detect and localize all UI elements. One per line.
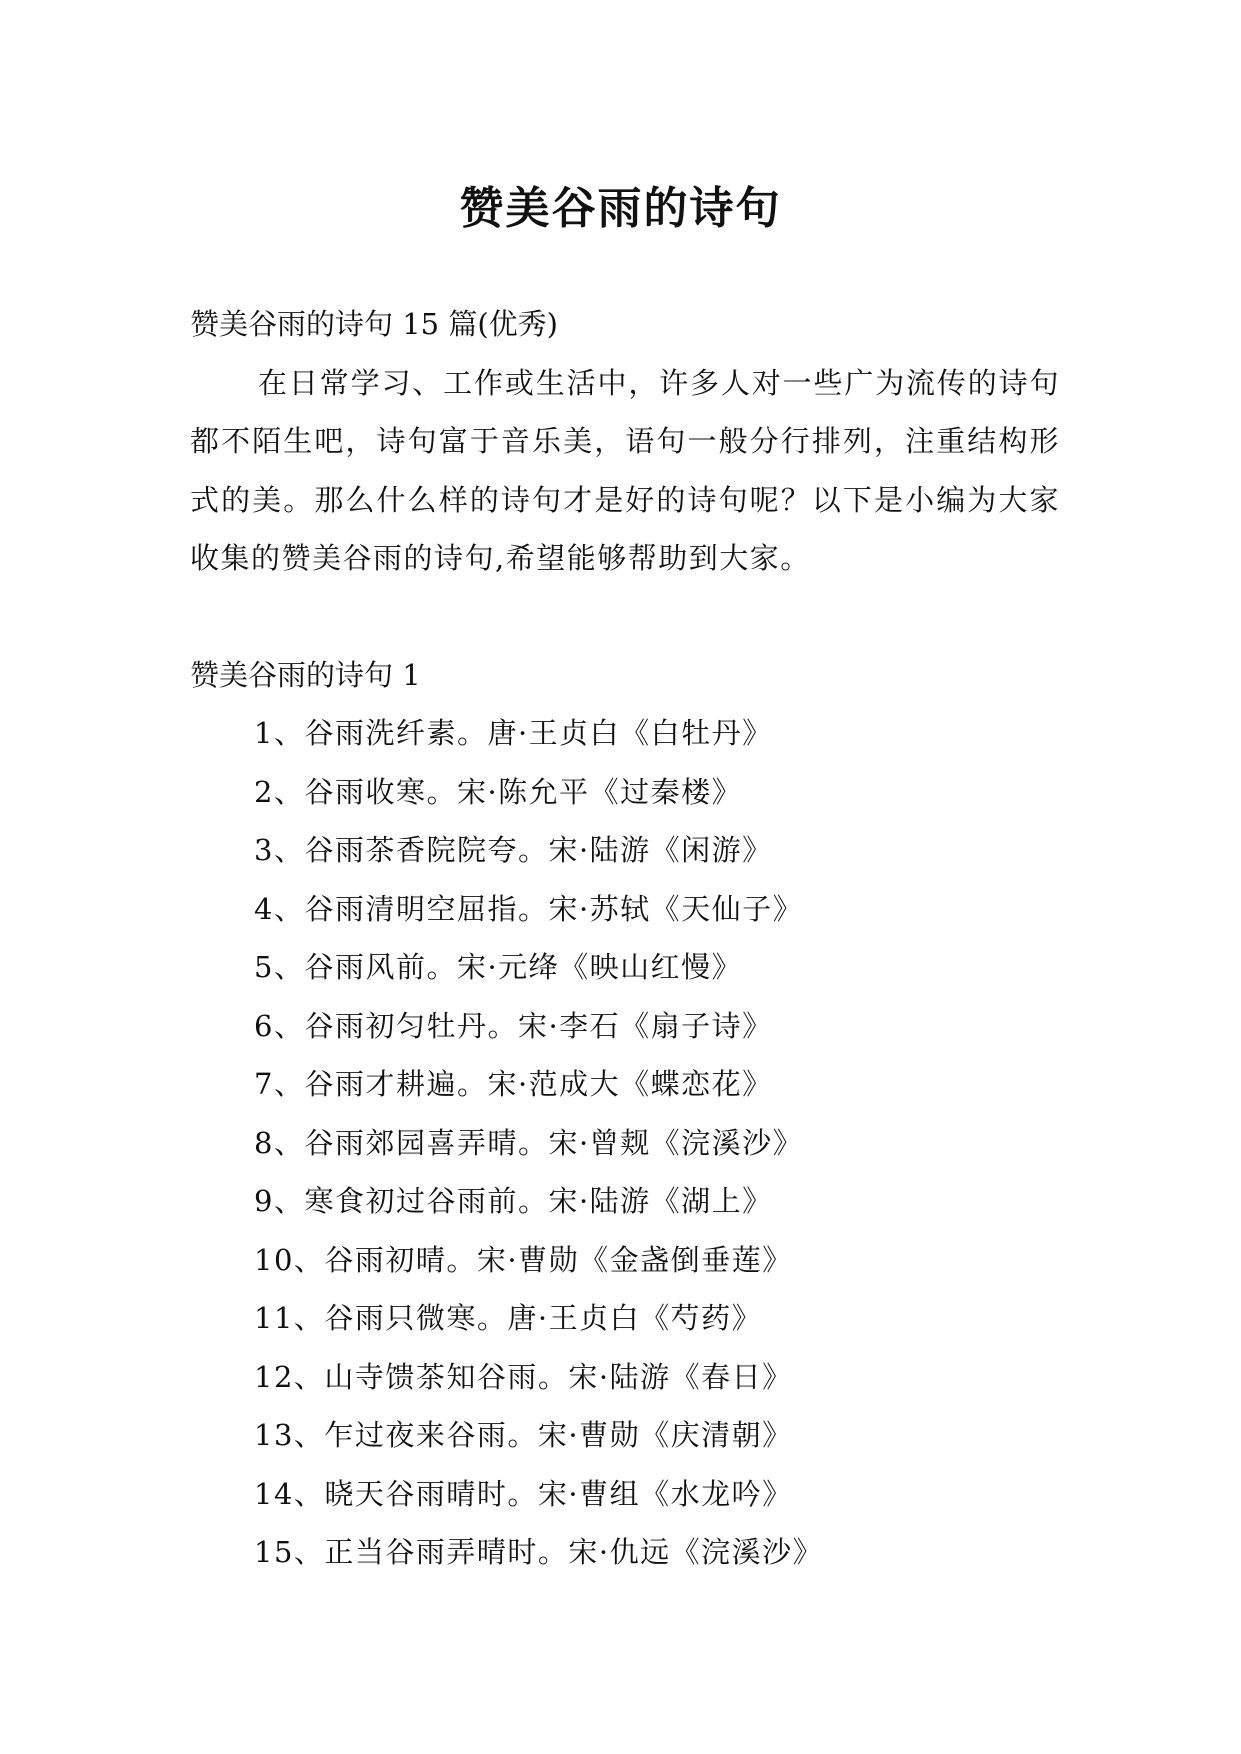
poem-line-4: 4、谷雨清明空屈指。宋·苏轼《天仙子》 <box>254 891 804 926</box>
poem-line-2: 2、谷雨收寒。宋·陈允平《过秦楼》 <box>254 774 743 809</box>
poem-line-8: 8、谷雨郊园喜弄晴。宋·曾觌《浣溪沙》 <box>254 1125 804 1160</box>
poem-line-7: 7、谷雨才耕遍。宋·范成大《蝶恋花》 <box>254 1067 773 1101</box>
poem-line-5: 5、谷雨风前。宋·元绛《映山红慢》 <box>254 950 743 984</box>
poem-line-13: 13、乍过夜来谷雨。宋·曹勋《庆清朝》 <box>254 1418 793 1452</box>
poem-line-6: 6、谷雨初匀牡丹。宋·李石《扇子诗》 <box>254 1008 773 1043</box>
poem-line-15: 15、正当谷雨弄晴时。宋·仇远《浣溪沙》 <box>254 1535 824 1569</box>
poem-line-12: 12、山寺馈茶知谷雨。宋·陆游《春日》 <box>254 1359 793 1394</box>
poem-line-3: 3、谷雨茶香院院夸。宋·陆游《闲游》 <box>254 833 773 867</box>
document-body <box>190 295 1060 1582</box>
poem-line-14: 14、晓天谷雨晴时。宋·曹组《水龙吟》 <box>254 1476 793 1511</box>
poem-line-1: 1、谷雨洗纤素。唐·王贞白《白牡丹》 <box>254 716 773 750</box>
section-heading: 赞美谷雨的诗句 1 <box>190 657 421 692</box>
document-subtitle: 赞美谷雨的诗句 15 篇(优秀) <box>190 307 558 341</box>
document-title: 赞美谷雨的诗句 <box>459 183 782 235</box>
poem-list <box>190 704 1060 1582</box>
intro-paragraph: 在日常学习、工作或生活中，许多人对一些广为流传的诗句都不陌生吧，诗句富于音乐美，语句一般分行排列，注重结构形式的美。那么什么样的诗句才是好的诗句呢？以下是小编为大家收集的赞美谷雨的诗句,希望能够帮助到大家。 <box>190 365 1060 575</box>
poem-line-9: 9、寒食初过谷雨前。宋·陆游《湖上》 <box>254 1184 773 1218</box>
poem-line-10: 10、谷雨初晴。宋·曹勋《金盏倒垂莲》 <box>254 1242 793 1277</box>
poem-line-11: 11、谷雨只微寒。唐·王贞白《芍药》 <box>254 1301 763 1335</box>
